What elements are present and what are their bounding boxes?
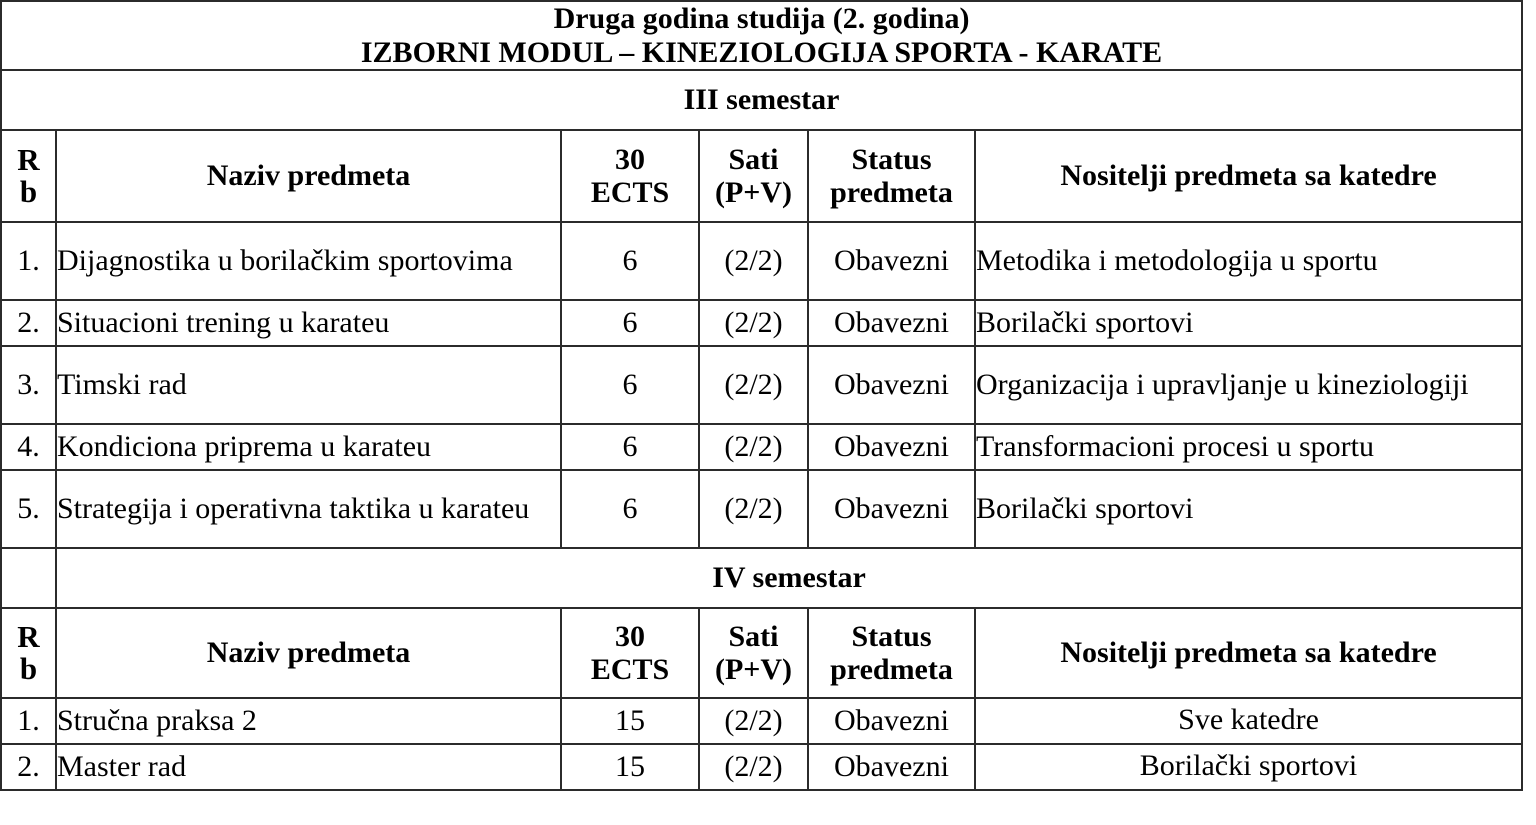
cell-ects: 6 xyxy=(561,222,699,300)
header-hours-line2-3: (P+V) xyxy=(714,176,793,210)
table-row xyxy=(1,698,1522,744)
header-hours-3 xyxy=(699,130,808,222)
header-hours-line1-3: Sati xyxy=(728,142,779,176)
cell-ects: 6 xyxy=(561,470,699,548)
cell-rb: 2. xyxy=(1,744,56,790)
cell-hours: (2/2) xyxy=(699,470,808,548)
cell-hours: (2/2) xyxy=(699,222,808,300)
header-ects-line1-3: 30 xyxy=(615,142,645,176)
header-ects-line1-4: 30 xyxy=(615,619,645,653)
cell-rb: 4. xyxy=(1,424,56,470)
header-status-line1-3: Status xyxy=(851,142,932,176)
header-rb-4 xyxy=(1,608,56,698)
cell-status: Obavezni xyxy=(808,424,975,470)
title-line-1: Druga godina studija (2. godina) xyxy=(553,2,970,35)
cell-hours: (2/2) xyxy=(699,744,808,790)
cell-subject-name: Strategija i operativna taktika u karateu xyxy=(56,470,561,548)
header-status-4 xyxy=(808,608,975,698)
header-name-3: Naziv predmeta xyxy=(56,130,561,222)
cell-hours: (2/2) xyxy=(699,698,808,744)
title-row xyxy=(1,1,1522,70)
header-status-line2-3: predmeta xyxy=(830,176,953,210)
header-rb-3 xyxy=(1,130,56,222)
cell-rb: 5. xyxy=(1,470,56,548)
cell-department: Metodika i metodologija u sportu xyxy=(975,222,1522,300)
cell-rb: 1. xyxy=(1,222,56,300)
cell-hours: (2/2) xyxy=(699,424,808,470)
semester-label-4: IV semestar xyxy=(56,548,1522,608)
cell-status: Obavezni xyxy=(808,744,975,790)
cell-rb: 2. xyxy=(1,300,56,346)
column-header-row-4 xyxy=(1,608,1522,698)
cell-ects: 6 xyxy=(561,346,699,424)
cell-subject-name: Kondiciona priprema u karateu xyxy=(56,424,561,470)
header-ects-3 xyxy=(561,130,699,222)
table-row xyxy=(1,346,1522,424)
header-rb-line1-4: R xyxy=(17,618,40,654)
cell-subject-name: Timski rad xyxy=(56,346,561,424)
cell-department: Sve katedre xyxy=(975,698,1522,744)
header-hours-4 xyxy=(699,608,808,698)
table-row xyxy=(1,744,1522,790)
semester-banner-row-3 xyxy=(1,70,1522,130)
header-status-3 xyxy=(808,130,975,222)
cell-rb: 3. xyxy=(1,346,56,424)
header-ects-4 xyxy=(561,608,699,698)
cell-hours: (2/2) xyxy=(699,346,808,424)
cell-status: Obavezni xyxy=(808,698,975,744)
semester-banner-row-4 xyxy=(1,548,1522,608)
cell-ects: 15 xyxy=(561,698,699,744)
cell-department: Organizacija i upravljanje u kineziologiji xyxy=(975,346,1522,424)
header-rb-line2-3: b xyxy=(19,174,38,210)
header-dept-3: Nositelji predmeta sa katedre xyxy=(975,130,1522,222)
cell-status: Obavezni xyxy=(808,300,975,346)
title-line-2: IZBORNI MODUL – KINEZIOLOGIJA SPORTA - KARATE xyxy=(360,35,1163,69)
semester-banner-spacer xyxy=(1,548,56,608)
header-dept-4: Nositelji predmeta sa katedre xyxy=(975,608,1522,698)
cell-department: Transformacioni procesi u sportu xyxy=(975,424,1522,470)
cell-department: Borilački sportovi xyxy=(975,300,1522,346)
cell-department: Borilački sportovi xyxy=(975,470,1522,548)
cell-ects: 6 xyxy=(561,424,699,470)
document-title xyxy=(1,1,1522,70)
cell-ects: 6 xyxy=(561,300,699,346)
cell-status: Obavezni xyxy=(808,346,975,424)
cell-subject-name: Stručna praksa 2 xyxy=(56,698,561,744)
table-row xyxy=(1,222,1522,300)
cell-ects: 15 xyxy=(561,744,699,790)
header-ects-line2-3: ECTS xyxy=(590,176,670,210)
cell-rb: 1. xyxy=(1,698,56,744)
header-rb-line2-4: b xyxy=(19,651,38,687)
cell-status: Obavezni xyxy=(808,470,975,548)
header-hours-line1-4: Sati xyxy=(728,619,779,653)
header-name-4: Naziv predmeta xyxy=(56,608,561,698)
header-rb-line1-3: R xyxy=(17,141,40,177)
cell-hours: (2/2) xyxy=(699,300,808,346)
cell-status: Obavezni xyxy=(808,222,975,300)
table-row xyxy=(1,424,1522,470)
header-hours-line2-4: (P+V) xyxy=(714,653,793,687)
cell-subject-name: Master rad xyxy=(56,744,561,790)
cell-subject-name: Situacioni trening u karateu xyxy=(56,300,561,346)
cell-department: Borilački sportovi xyxy=(975,744,1522,790)
header-status-line1-4: Status xyxy=(851,619,932,653)
table-row xyxy=(1,300,1522,346)
cell-subject-name: Dijagnostika u borilačkim sportovima xyxy=(56,222,561,300)
column-header-row-3 xyxy=(1,130,1522,222)
table-row xyxy=(1,470,1522,548)
header-status-line2-4: predmeta xyxy=(830,653,953,687)
semester-label-3: III semestar xyxy=(1,70,1522,130)
header-ects-line2-4: ECTS xyxy=(590,653,670,687)
